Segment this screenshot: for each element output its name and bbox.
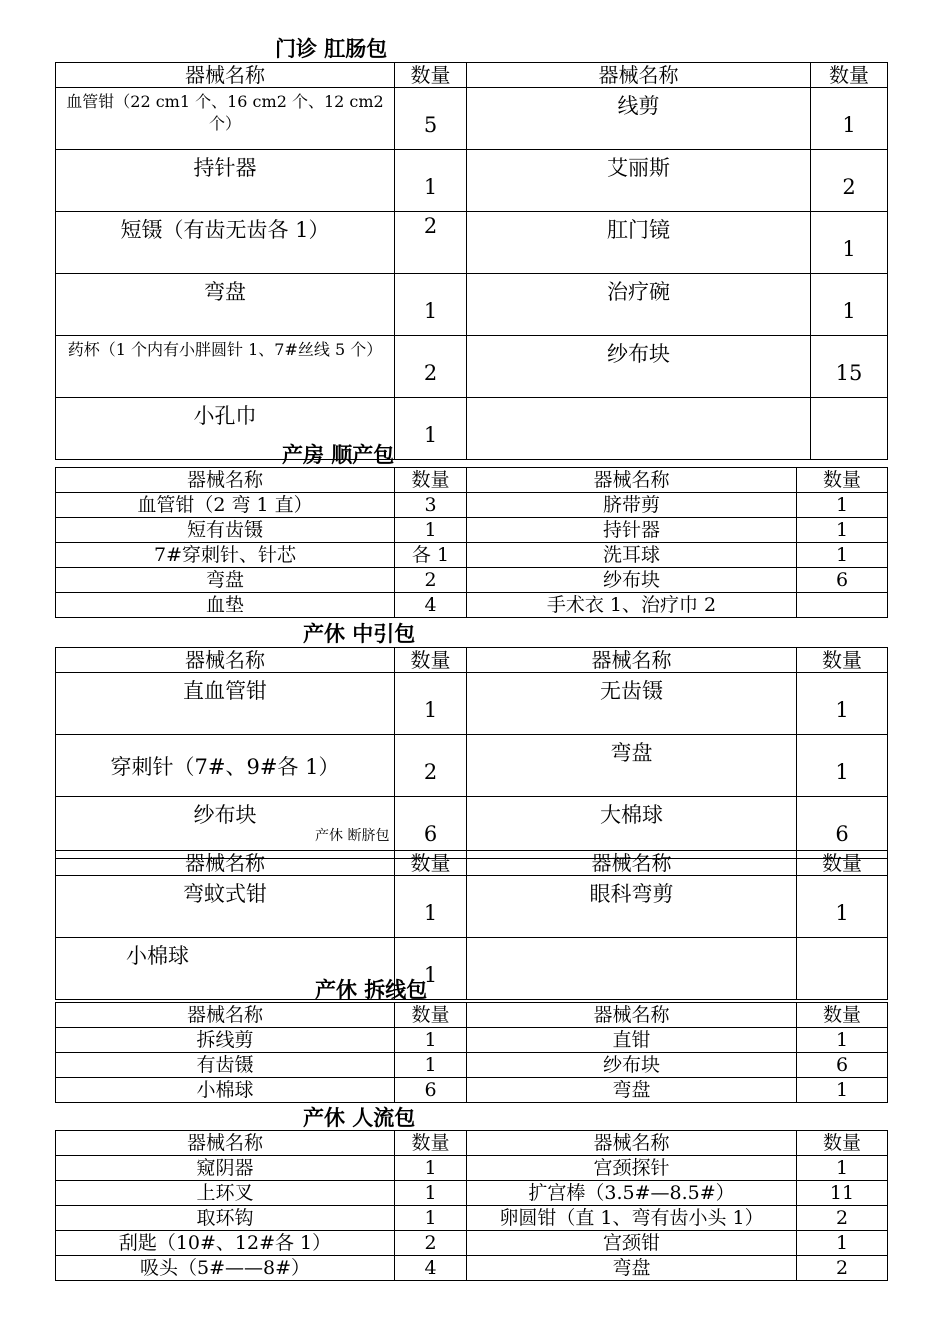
item-qty: 1	[797, 735, 888, 797]
item-qty: 各 1	[395, 543, 467, 568]
section-title-anal-pack: 门诊 肛肠包	[275, 36, 388, 61]
item-qty: 6	[797, 797, 888, 859]
item-name: 纱布块	[467, 568, 797, 593]
item-qty: 1	[395, 1156, 467, 1181]
item-name: 扩宫棒（3.5#—8.5#）	[467, 1181, 797, 1206]
item-qty: 1	[395, 150, 467, 212]
item-name: 小孔巾	[56, 398, 395, 460]
table-header-row	[56, 648, 888, 673]
item-qty: 1	[811, 88, 888, 150]
item-qty: 4	[395, 593, 467, 618]
item-qty	[797, 593, 888, 618]
item-name: 无齿镊	[467, 673, 797, 735]
header-qty: 数量	[395, 851, 467, 876]
item-qty: 6	[797, 1053, 888, 1078]
item-qty: 2	[395, 735, 467, 797]
item-name: 弯盘	[56, 568, 395, 593]
header-name: 器械名称	[467, 63, 811, 88]
item-qty: 2	[797, 1256, 888, 1281]
table-header-row	[56, 468, 888, 493]
section-title-suture-removal-pack: 产休 拆线包	[315, 977, 428, 1002]
item-qty: 2	[395, 568, 467, 593]
item-name: 血管钳（22 cm1 个、16 cm2 个、12 cm2 个）	[56, 88, 395, 150]
section-title-midterm-pack: 产休 中引包	[303, 621, 416, 646]
table-row	[56, 568, 888, 593]
table-row	[56, 876, 888, 938]
table-header-row	[56, 1003, 888, 1028]
item-name: 洗耳球	[467, 543, 797, 568]
table-header-row	[56, 63, 888, 88]
item-qty: 1	[395, 938, 467, 1000]
item-qty: 1	[797, 493, 888, 518]
header-name: 器械名称	[56, 1003, 395, 1028]
header-name: 器械名称	[56, 63, 395, 88]
item-name	[467, 938, 797, 1000]
header-qty: 数量	[797, 1131, 888, 1156]
header-qty: 数量	[797, 851, 888, 876]
item-name: 宫颈钳	[467, 1231, 797, 1256]
table-row	[56, 1231, 888, 1256]
item-name: 弯盘	[56, 274, 395, 336]
item-name: 穿刺针（7#、9#各 1）	[56, 735, 395, 797]
item-name: 刮匙（10#、12#各 1）	[56, 1231, 395, 1256]
header-name: 器械名称	[467, 1003, 797, 1028]
header-name: 器械名称	[467, 468, 797, 493]
item-qty: 2	[811, 150, 888, 212]
item-name: 吸头（5#——8#）	[56, 1256, 395, 1281]
item-name: 有齿镊	[56, 1053, 395, 1078]
item-qty: 3	[395, 493, 467, 518]
item-name: 直钳	[467, 1028, 797, 1053]
table-header-row	[56, 851, 888, 876]
item-name: 线剪	[467, 88, 811, 150]
item-name: 大棉球	[467, 797, 797, 859]
table-row	[56, 593, 888, 618]
table-row	[56, 398, 888, 460]
item-name: 短有齿镊	[56, 518, 395, 543]
header-name: 器械名称	[56, 851, 395, 876]
item-qty: 2	[395, 1231, 467, 1256]
item-qty: 2	[395, 212, 467, 274]
item-qty: 1	[797, 876, 888, 938]
table-row	[56, 1028, 888, 1053]
table-midterm-pack	[55, 647, 888, 859]
item-qty: 6	[395, 1078, 467, 1103]
header-name: 器械名称	[467, 648, 797, 673]
item-qty: 5	[395, 88, 467, 150]
header-qty: 数量	[395, 63, 467, 88]
header-name: 器械名称	[56, 468, 395, 493]
item-name: 肛门镜	[467, 212, 811, 274]
item-name: 上环叉	[56, 1181, 395, 1206]
item-name: 宫颈探针	[467, 1156, 797, 1181]
table-row	[56, 1181, 888, 1206]
item-name: 弯盘	[467, 735, 797, 797]
item-qty: 2	[797, 1206, 888, 1231]
table-row	[56, 1078, 888, 1103]
item-qty: 6	[395, 797, 467, 859]
header-qty: 数量	[797, 1003, 888, 1028]
item-qty: 1	[797, 1156, 888, 1181]
item-name: 艾丽斯	[467, 150, 811, 212]
section-title-delivery-pack: 产房 顺产包	[282, 442, 395, 467]
item-qty: 11	[797, 1181, 888, 1206]
item-name: 7#穿刺针、针芯	[56, 543, 395, 568]
item-name: 弯蚊式钳	[56, 876, 395, 938]
table-delivery-pack	[55, 467, 888, 618]
item-qty: 1	[797, 1078, 888, 1103]
table-row	[56, 938, 888, 1000]
table-row	[56, 518, 888, 543]
table-row	[56, 150, 888, 212]
item-name: 血垫	[56, 593, 395, 618]
item-qty: 1	[395, 1053, 467, 1078]
table-row	[56, 336, 888, 398]
item-name: 持针器	[56, 150, 395, 212]
header-name: 器械名称	[56, 1131, 395, 1156]
item-name: 取环钩	[56, 1206, 395, 1231]
item-qty: 1	[797, 543, 888, 568]
item-name: 纱布块	[467, 1053, 797, 1078]
item-name: 持针器	[467, 518, 797, 543]
item-name: 直血管钳	[56, 673, 395, 735]
item-qty: 1	[395, 1028, 467, 1053]
item-qty: 1	[797, 518, 888, 543]
header-name: 器械名称	[467, 851, 797, 876]
item-qty: 15	[811, 336, 888, 398]
header-qty: 数量	[395, 1131, 467, 1156]
item-name: 弯盘	[467, 1256, 797, 1281]
item-qty: 6	[797, 568, 888, 593]
item-name: 手术衣 1、治疗巾 2	[467, 593, 797, 618]
table-row	[56, 1256, 888, 1281]
table-row	[56, 493, 888, 518]
header-name: 器械名称	[467, 1131, 797, 1156]
table-row	[56, 274, 888, 336]
item-qty: 4	[395, 1256, 467, 1281]
table-row	[56, 1053, 888, 1078]
item-name: 纱布块	[467, 336, 811, 398]
header-name: 器械名称	[56, 648, 395, 673]
item-qty: 1	[811, 274, 888, 336]
item-qty: 1	[797, 673, 888, 735]
item-qty: 1	[395, 876, 467, 938]
item-name: 药杯（1 个内有小胖圆针 1、7#丝线 5 个）	[56, 336, 395, 398]
header-qty: 数量	[395, 1003, 467, 1028]
table-row	[56, 735, 888, 797]
item-name: 治疗碗	[467, 274, 811, 336]
item-qty: 1	[395, 673, 467, 735]
header-qty: 数量	[797, 468, 888, 493]
item-qty	[811, 398, 888, 460]
table-suture-removal-pack	[55, 1002, 888, 1103]
table-cord-pack	[55, 850, 888, 1000]
header-qty: 数量	[395, 648, 467, 673]
item-qty: 1	[395, 1181, 467, 1206]
item-qty: 1	[797, 1028, 888, 1053]
item-qty: 1	[395, 398, 467, 460]
header-qty: 数量	[797, 648, 888, 673]
item-name: 脐带剪	[467, 493, 797, 518]
header-qty: 数量	[395, 468, 467, 493]
item-name: 拆线剪	[56, 1028, 395, 1053]
item-qty: 1	[395, 274, 467, 336]
table-row	[56, 212, 888, 274]
header-qty: 数量	[811, 63, 888, 88]
item-name: 小棉球	[56, 938, 395, 1000]
item-name: 血管钳（2 弯 1 直）	[56, 493, 395, 518]
item-name: 小棉球	[56, 1078, 395, 1103]
item-name: 眼科弯剪	[467, 876, 797, 938]
table-header-row	[56, 1131, 888, 1156]
item-qty	[797, 938, 888, 1000]
item-name: 窥阴器	[56, 1156, 395, 1181]
item-name	[467, 398, 811, 460]
table-row	[56, 88, 888, 150]
item-qty: 2	[395, 336, 467, 398]
section-title-abortion-pack: 产休 人流包	[303, 1105, 416, 1130]
item-qty: 1	[395, 1206, 467, 1231]
item-qty: 1	[811, 212, 888, 274]
item-name: 纱布块	[56, 797, 395, 859]
item-qty: 1	[395, 518, 467, 543]
table-anal-pack	[55, 62, 888, 460]
table-abortion-pack	[55, 1130, 888, 1281]
item-qty: 1	[797, 1231, 888, 1256]
item-name: 短镊（有齿无齿各 1）	[56, 212, 395, 274]
table-row	[56, 1206, 888, 1231]
item-name: 卵圆钳（直 1、弯有齿小头 1）	[467, 1206, 797, 1231]
table-row	[56, 673, 888, 735]
section-title-cord-pack: 产休 断脐包	[315, 828, 390, 844]
table-row	[56, 543, 888, 568]
table-row	[56, 1156, 888, 1181]
item-name: 弯盘	[467, 1078, 797, 1103]
